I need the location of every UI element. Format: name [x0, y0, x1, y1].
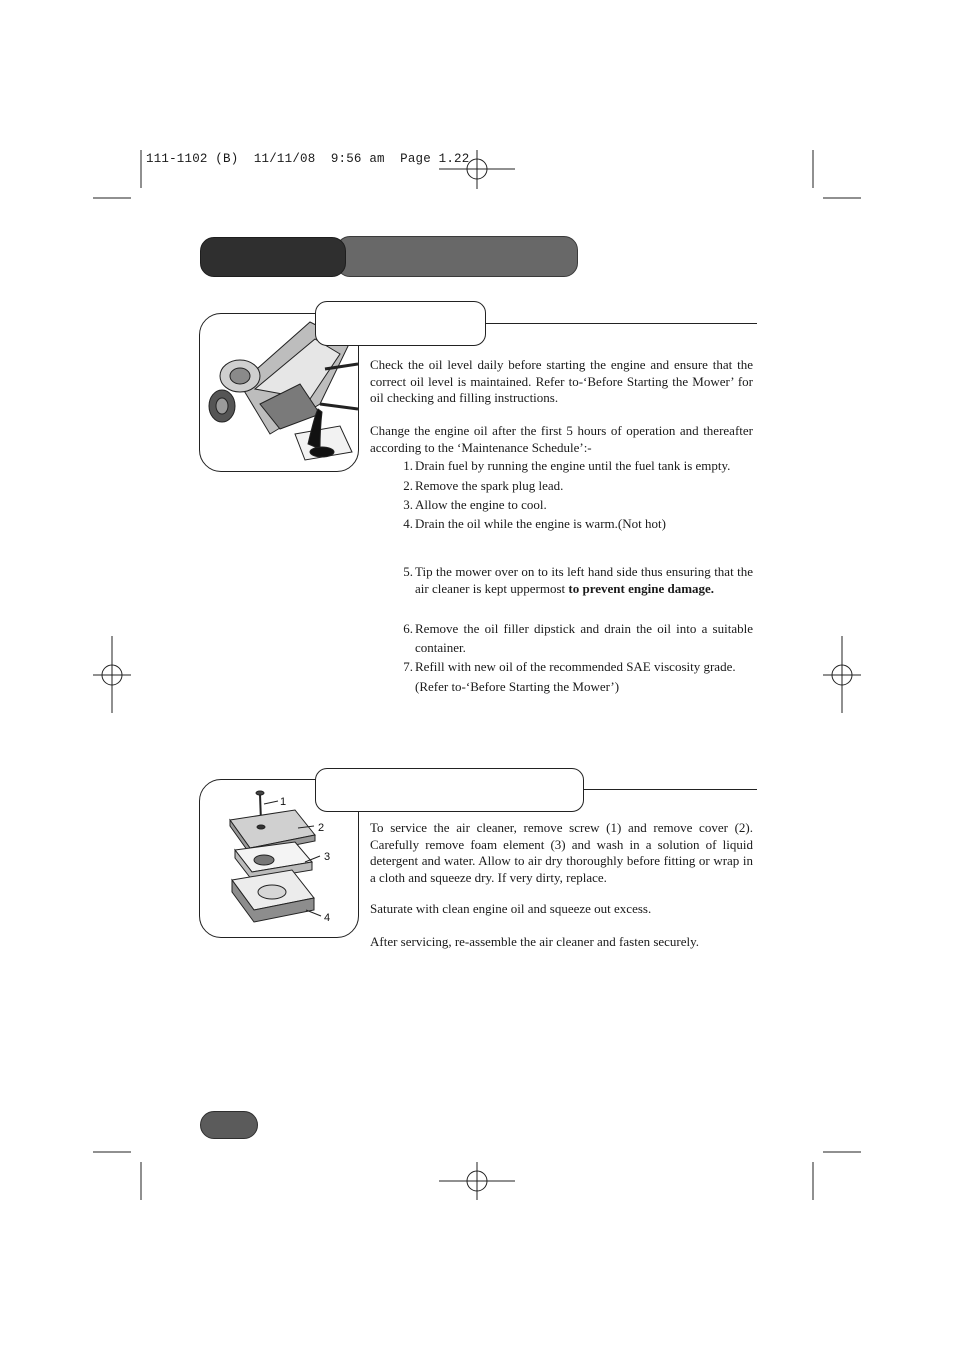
list-item: 6. Remove the oil filler dipstick and drain the oil into a suitable container.	[403, 621, 753, 655]
list-item: 2. Remove the spark plug lead.	[403, 478, 564, 493]
air-cleaner-reassemble-paragraph: After servicing, re-assemble the air cleaner and fasten securely.	[370, 934, 700, 949]
air-cleaner-oil-paragraph: Saturate with clean engine oil and squeeze out excess.	[370, 901, 652, 916]
section-rule	[484, 323, 757, 324]
air-cleaner-section-label-box	[315, 768, 584, 812]
registration-mark-icon	[93, 636, 131, 713]
oil-change-intro: Change the engine oil after the first 5 hours of operation and thereafter according to the ‘Maintenance Schedule’:-	[370, 423, 753, 455]
list-item: 3. Allow the engine to cool.	[403, 497, 547, 512]
chapter-header-tab	[200, 237, 346, 277]
air-cleaner-paragraph: To service the air cleaner, remove screw (1) and remove cover (2). Carefully remove foam element (3) and wash in a solution of liquid detergent and water. Allow to air dry thoroughly before fitting or wrap in a cloth and squeeze dry. If very dirty, replace.	[370, 820, 753, 885]
list-item: 7. Refill with new oil of the recommended SAE viscosity grade. (Refer to-‘Before Starting the Mower’)	[403, 659, 736, 694]
registration-mark-icon	[823, 636, 861, 713]
oil-intro-paragraph: Check the oil level daily before starting the engine and ensure that the correct oil level is maintained. Refer to-‘Before Starting the Mower’ for oil checking and filling instructions.	[370, 357, 753, 405]
callout-1: 1	[280, 796, 287, 808]
section-rule	[583, 789, 757, 790]
list-item: 4. Drain the oil while the engine is warm.(Not hot)	[403, 516, 666, 531]
callout-2: 2	[318, 822, 325, 834]
callout-3: 3	[324, 851, 331, 863]
section-header-tab	[336, 236, 578, 277]
list-item: 5. Tip the mower over on to its left hand side thus ensuring that the air cleaner is kept uppermost to prevent engine damage.	[403, 564, 753, 596]
list-item: 1. Drain fuel by running the engine until the fuel tank is empty.	[403, 458, 731, 473]
callout-4: 4	[324, 912, 331, 924]
oil-section-label-box	[315, 301, 486, 346]
print-slug: 111-1102 (B) 11/11/08 9:56 am Page 1.22	[146, 152, 470, 166]
registration-mark-icon	[439, 1162, 515, 1200]
page-number-tab	[200, 1111, 258, 1139]
